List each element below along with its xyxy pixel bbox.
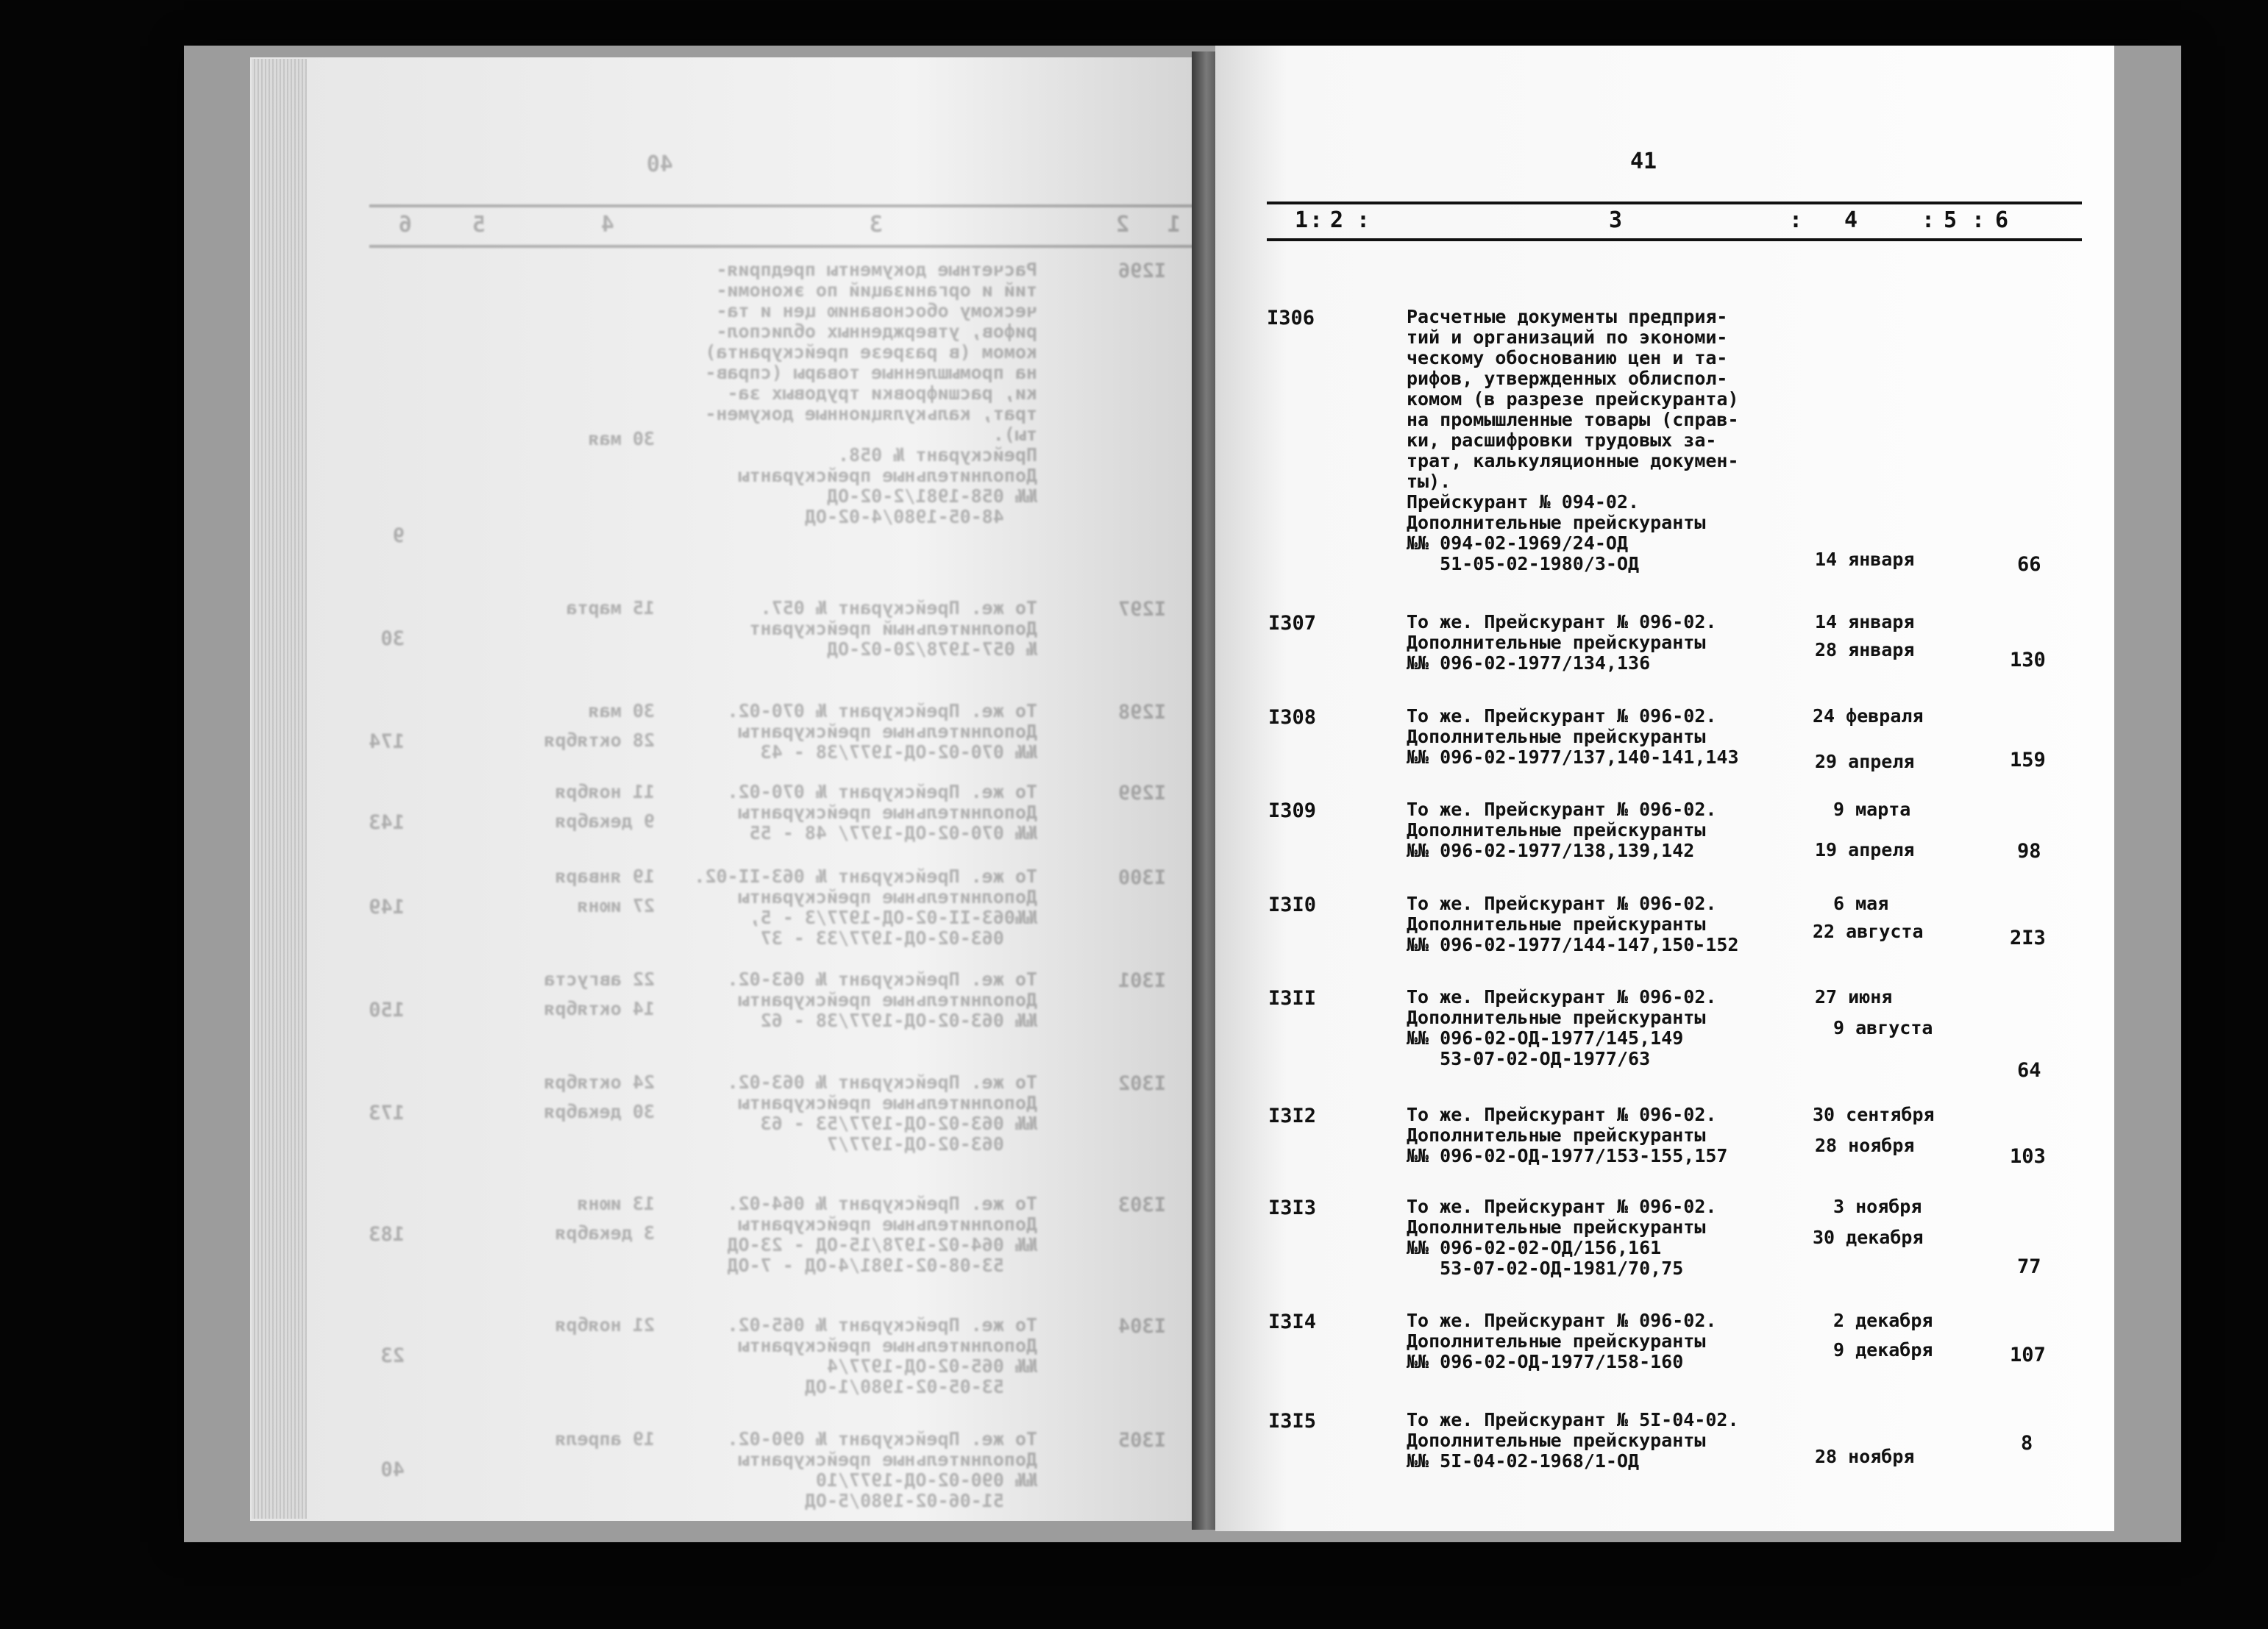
entry-date: 27 июня: [1815, 986, 1893, 1008]
bleed-description-line: ческому обоснованию цен и та-: [716, 300, 1037, 321]
entry-number: I306: [1267, 307, 1315, 329]
bleed-description-line: 063-02-ОД-1977/7: [827, 1133, 1037, 1155]
header-sep-4: :: [1922, 207, 1935, 233]
bleed-entry-number: I299: [1117, 782, 1166, 805]
bleed-description-line: №№ 064-02-1978/15-ОД - 23-ОД: [727, 1234, 1037, 1255]
entry-date: 9 августа: [1833, 1017, 1933, 1038]
description-line: ты).: [1407, 471, 1451, 492]
bleed-description-line: 51-06-02-1980/5-ОД: [804, 1490, 1037, 1511]
bleed-description-line: То же. Прейскурант № 070-02.: [727, 781, 1037, 802]
entry-description: [1407, 894, 1739, 955]
entry-sheet-count: 107: [2010, 1344, 2046, 1366]
bleed-description-line: То же. Прейскурант № 057.: [760, 597, 1037, 619]
description-line: То же. Прейскурант № 096-02.: [1407, 799, 1717, 820]
description-line: То же. Прейскурант № 096-02.: [1407, 705, 1717, 727]
description-line: №№ 096-02-1977/134,136: [1407, 652, 1651, 674]
bleed-description-line: №№ 090-02-ОД-1977/10: [815, 1469, 1037, 1491]
bleed-entry-date: 15 марта: [566, 597, 655, 619]
bleed-description-line: Дополнительные прейскуранты: [738, 802, 1037, 823]
bleed-entry-description: [750, 598, 1037, 660]
description-line: №№ 096-02-ОД-1977/145,149: [1407, 1027, 1684, 1049]
entry-date: 30 декабря: [1813, 1227, 1924, 1248]
left-header-col-3: 3: [869, 212, 883, 238]
bleed-entry-description: [728, 1429, 1037, 1511]
bleed-entry-number: I304: [1117, 1315, 1166, 1338]
description-line: ческому обоснованию цен и та-: [1407, 347, 1728, 368]
entry-date: 2 декабря: [1833, 1310, 1933, 1331]
bleed-description-line: 48-05-1980/4-02-ОД: [804, 506, 1037, 527]
header-top-rule: [1267, 202, 2082, 204]
entry-date: 9 марта: [1833, 799, 1911, 820]
entry-number: I308: [1268, 706, 1317, 729]
bleed-entry-sheet-count: 183: [369, 1223, 405, 1246]
bleed-entry-number: I300: [1117, 866, 1166, 889]
entry-number: I3I2: [1268, 1105, 1317, 1127]
entry-description: [1407, 1105, 1728, 1166]
description-line: Дополнительные прейскуранты: [1407, 1216, 1706, 1238]
description-line: №№ 096-02-ОД-1977/153-155,157: [1407, 1145, 1728, 1166]
bleed-description-line: ки, расшифровки трудовых за-: [727, 382, 1037, 404]
left-header-col-6: 6: [398, 212, 412, 238]
entry-number: I3I3: [1268, 1197, 1317, 1219]
entry-description: [1407, 1197, 1716, 1279]
entry-date: 9 декабря: [1833, 1339, 1933, 1361]
bleed-entry-description: [728, 1072, 1037, 1155]
bleed-description-line: Дополнительные прейскуранты: [738, 1449, 1037, 1470]
bleed-description-line: № 057-1978/20-02-ОД: [827, 638, 1037, 660]
entry-sheet-count: 8: [2021, 1432, 2033, 1455]
entry-description: [1407, 987, 1716, 1069]
bleed-description-line: №№063-II-02-ОД-1977/3 - 5,: [749, 907, 1037, 928]
description-line: трат, калькуляционные докумен-: [1407, 450, 1739, 471]
entry-date: 22 августа: [1813, 921, 1924, 942]
entry-description: [1407, 799, 1716, 861]
bleed-entry-description: [705, 260, 1037, 527]
bleed-description-line: Расчетные документы предприя-: [716, 259, 1037, 280]
left-page-number: 40: [646, 152, 673, 177]
description-line: №№ 096-02-02-ОД/156,161: [1407, 1237, 1662, 1258]
bleed-description-line: №№ 070-02-ОД-1977/38 - 43: [760, 741, 1037, 763]
entry-date: 30 сентября: [1813, 1104, 1935, 1125]
description-line: То же. Прейскурант № 096-02.: [1407, 1196, 1717, 1217]
entry-date: 14 января: [1815, 611, 1915, 632]
description-line: №№ 096-02-ОД-1977/158-160: [1407, 1351, 1684, 1372]
entry-sheet-count: 66: [2017, 553, 2041, 576]
left-header-col-5: 5: [472, 212, 486, 238]
bleed-entry-date: 28 октября: [544, 730, 655, 751]
bleed-entry-number: I297: [1117, 598, 1166, 621]
entry-date: 29 апреля: [1815, 751, 1915, 772]
description-line: Дополнительные прейскуранты: [1407, 726, 1706, 747]
header-col-4: 4: [1844, 207, 1858, 233]
description-line: №№ 094-02-1969/24-ОД: [1407, 532, 1629, 554]
description-line: №№ 096-02-1977/137,140-141,143: [1407, 746, 1739, 768]
header-col-6: 6: [1995, 207, 2009, 233]
bleed-entry-date: 3 декабря: [555, 1222, 655, 1244]
entry-sheet-count: 159: [2010, 749, 2046, 771]
entry-number: I307: [1268, 612, 1317, 635]
bleed-entry-date: 30 мая: [588, 428, 655, 449]
description-line: Дополнительные прейскуранты: [1407, 1124, 1706, 1146]
bleed-description-line: То же. Прейскурант № 064-02.: [727, 1193, 1037, 1214]
bleed-entry-description: [694, 866, 1037, 949]
header-sep-2: :: [1357, 207, 1371, 233]
bleed-description-line: То же. Прейскурант № 063-02.: [727, 1072, 1037, 1093]
entry-number: I3II: [1268, 987, 1317, 1010]
entry-date: 3 ноября: [1833, 1196, 1922, 1217]
bleed-description-line: №№ 063-02-ОД-1977/53 - 63: [760, 1113, 1037, 1134]
bleed-entry-sheet-count: 9: [392, 524, 405, 547]
entry-sheet-count: 130: [2010, 649, 2046, 671]
bleed-entry-description: [728, 782, 1037, 844]
bleed-entry-date: 30 декабря: [544, 1101, 655, 1122]
bleed-description-line: 53-05-02-1980/1-ОД: [804, 1376, 1037, 1397]
left-header-rule-bottom: [369, 245, 1199, 248]
bleed-description-line: Дополнительные прейскуранты: [738, 1335, 1037, 1356]
bleed-entry-date: 11 ноября: [555, 781, 655, 802]
entry-sheet-count: 2I3: [2010, 927, 2046, 949]
header-col-1: 1: [1295, 207, 1309, 233]
description-line: Дополнительные прейскуранты: [1407, 913, 1706, 935]
description-line: Дополнительные прейскуранты: [1407, 1007, 1706, 1028]
description-line: Дополнительные прейскуранты: [1407, 1430, 1706, 1451]
entry-date: 14 января: [1815, 549, 1915, 570]
bleed-entry-number: I301: [1117, 969, 1166, 992]
bleed-entry-date: 9 декабря: [555, 810, 655, 832]
bleed-entry-sheet-count: 174: [369, 730, 405, 753]
bleed-description-line: Дополнительные прейскуранты: [738, 1213, 1037, 1235]
bleed-description-line: №№ 070-02-ОД-1977/ 48 - 55: [749, 822, 1037, 844]
bleed-entry-sheet-count: 150: [369, 999, 405, 1022]
description-line: 53-07-02-ОД-1977/63: [1407, 1048, 1651, 1069]
left-header-rule: [369, 204, 1199, 207]
description-line: №№ 5I-04-02-1968/1-ОД: [1407, 1450, 1640, 1472]
entry-description: [1407, 706, 1739, 768]
bleed-description-line: №№ 058-1981/2-02-ОД: [827, 485, 1037, 507]
entry-sheet-count: 77: [2017, 1255, 2041, 1278]
left-header-col-2: 2: [1115, 212, 1129, 238]
bleed-description-line: 063-02-ОД-1977/33 - 37: [760, 927, 1037, 949]
bleed-description-line: Дополнительные прейскуранты: [738, 465, 1037, 486]
bleed-entry-date: 27 июня: [577, 895, 655, 916]
description-line: Дополнительные прейскуранты: [1407, 1330, 1706, 1352]
description-line: тий и организаций по экономи-: [1407, 327, 1728, 348]
bleed-description-line: Дополнительные прейскуранты: [738, 989, 1037, 1010]
bleed-entry-sheet-count: 143: [369, 811, 405, 834]
bleed-entry-number: I305: [1117, 1429, 1166, 1452]
header-col-3: 3: [1609, 207, 1623, 233]
entry-sheet-count: 98: [2017, 840, 2041, 863]
description-line: То же. Прейскурант № 096-02.: [1407, 893, 1717, 914]
entry-date: 28 ноября: [1815, 1135, 1915, 1156]
entry-description: [1407, 1311, 1716, 1372]
bleed-description-line: №№ 063-02-ОД-1977/38 - 62: [760, 1010, 1037, 1031]
bleed-description-line: №№ 065-02-ОД-1977/4: [827, 1355, 1037, 1377]
bleed-description-line: То же. Прейскурант № 090-02.: [727, 1428, 1037, 1450]
right-page-number: 41: [1630, 149, 1657, 174]
entry-number: I3I0: [1268, 894, 1317, 916]
header-sep-5: :: [1972, 207, 1986, 233]
description-line: Прейскурант № 094-02.: [1407, 491, 1640, 513]
description-line: рифов, утвержденных облиспол-: [1407, 368, 1728, 389]
bleed-entry-date: 24 октября: [544, 1072, 655, 1093]
description-line: То же. Прейскурант № 5I-04-02.: [1407, 1409, 1739, 1430]
bleed-description-line: на промышленные товары (справ-: [705, 362, 1037, 383]
bleed-entry-date: 21 ноября: [555, 1314, 655, 1336]
left-page: [250, 57, 1199, 1521]
description-line: То же. Прейскурант № 096-02.: [1407, 986, 1717, 1008]
bleed-entry-sheet-count: 149: [369, 896, 405, 919]
entry-description: [1407, 1410, 1739, 1472]
description-line: ки, расшифровки трудовых за-: [1407, 429, 1717, 451]
header-col-2: 2: [1330, 207, 1344, 233]
right-page: [1215, 46, 2114, 1531]
entry-number: I309: [1268, 799, 1317, 822]
entry-date: 24 февраля: [1813, 705, 1924, 727]
entry-number: I3I5: [1268, 1410, 1317, 1433]
left-header-col-4: 4: [600, 212, 614, 238]
entry-date: 28 января: [1815, 639, 1915, 660]
bleed-description-line: То же. Прейскурант № 063-II-02.: [694, 866, 1037, 887]
header-sep-3: :: [1789, 207, 1803, 233]
description-line: №№ 096-02-1977/138,139,142: [1407, 840, 1695, 861]
bleed-description-line: Дополнительные прейскуранты: [738, 1092, 1037, 1113]
description-line: То же. Прейскурант № 096-02.: [1407, 1310, 1717, 1331]
header-sep-1: :: [1309, 207, 1323, 233]
bleed-description-line: ты).: [992, 424, 1037, 445]
bleed-entry-date: 13 июня: [577, 1193, 655, 1214]
bleed-entry-number: I303: [1117, 1194, 1166, 1216]
bleed-entry-number: I296: [1117, 260, 1166, 282]
bleed-entry-date: 30 мая: [588, 700, 655, 721]
header-bottom-rule: [1267, 238, 2082, 241]
entry-date: 28 ноября: [1815, 1446, 1915, 1467]
description-line: №№ 096-02-1977/144-147,150-152: [1407, 934, 1739, 955]
bleed-description-line: Дополнительный прейскурант: [749, 618, 1037, 639]
bleed-entry-sheet-count: 173: [369, 1102, 405, 1124]
bleed-entry-number: I302: [1117, 1072, 1166, 1095]
page-edges: [252, 59, 307, 1519]
entry-sheet-count: 64: [2017, 1059, 2041, 1082]
bleed-description-line: То же. Прейскурант № 065-02.: [727, 1314, 1037, 1336]
bleed-entry-description: [728, 701, 1037, 763]
bleed-entry-sheet-count: 40: [380, 1458, 405, 1481]
description-line: Дополнительные прейскуранты: [1407, 819, 1706, 841]
description-line: Дополнительные прейскуранты: [1407, 512, 1706, 533]
description-line: Расчетные документы предприя-: [1407, 306, 1728, 327]
bleed-description-line: Дополнительные прейскуранты: [738, 721, 1037, 742]
bleed-description-line: трат, калькуляционные докумен-: [705, 403, 1037, 424]
bleed-description-line: То же. Прейскурант № 063-02.: [727, 969, 1037, 990]
bleed-entry-number: I298: [1117, 701, 1166, 724]
bleed-entry-sheet-count: 30: [380, 627, 405, 650]
bleed-description-line: 53-08-02-1981/4-ОД - 7-ОД: [727, 1255, 1037, 1276]
entry-description: [1407, 307, 1739, 574]
entry-date: 19 апреля: [1815, 839, 1915, 860]
bleed-entry-date: 14 октября: [544, 998, 655, 1019]
description-line: Дополнительные прейскуранты: [1407, 632, 1706, 653]
bleed-entry-description: [728, 969, 1037, 1031]
left-page-mirrored-text: [250, 57, 1199, 1521]
bleed-description-line: Дополнительные прейскуранты: [738, 886, 1037, 908]
entry-sheet-count: 103: [2010, 1145, 2046, 1168]
bleed-entry-sheet-count: 23: [380, 1344, 405, 1367]
description-line: 53-07-02-ОД-1981/70,75: [1407, 1258, 1684, 1279]
bleed-entry-description: [728, 1315, 1037, 1397]
bleed-description-line: тий и организаций по экономи-: [716, 279, 1037, 301]
bleed-description-line: Прейскурант № 058.: [838, 444, 1037, 466]
header-col-5: 5: [1944, 207, 1958, 233]
entry-description: [1407, 612, 1716, 674]
bleed-entry-description: [728, 1194, 1037, 1276]
description-line: То же. Прейскурант № 096-02.: [1407, 1104, 1717, 1125]
bleed-entry-date: 22 августа: [544, 969, 655, 990]
description-line: на промышленные товары (справ-: [1407, 409, 1739, 430]
left-header-col-1: 1: [1167, 212, 1181, 238]
bleed-description-line: комом (в разрезе прейскуранта): [705, 341, 1037, 363]
entry-date: 6 мая: [1833, 893, 1889, 914]
description-line: То же. Прейскурант № 096-02.: [1407, 611, 1717, 632]
bleed-description-line: То же. Прейскурант № 070-02.: [727, 700, 1037, 721]
bleed-entry-date: 19 апреля: [555, 1428, 655, 1450]
bleed-description-line: рифов, утвержденных облиспол-: [716, 321, 1037, 342]
entry-number: I3I4: [1268, 1311, 1317, 1333]
description-line: комом (в разрезе прейскуранта): [1407, 388, 1739, 410]
bleed-entry-date: 19 января: [555, 866, 655, 887]
description-line: 51-05-02-1980/3-ОД: [1407, 553, 1640, 574]
